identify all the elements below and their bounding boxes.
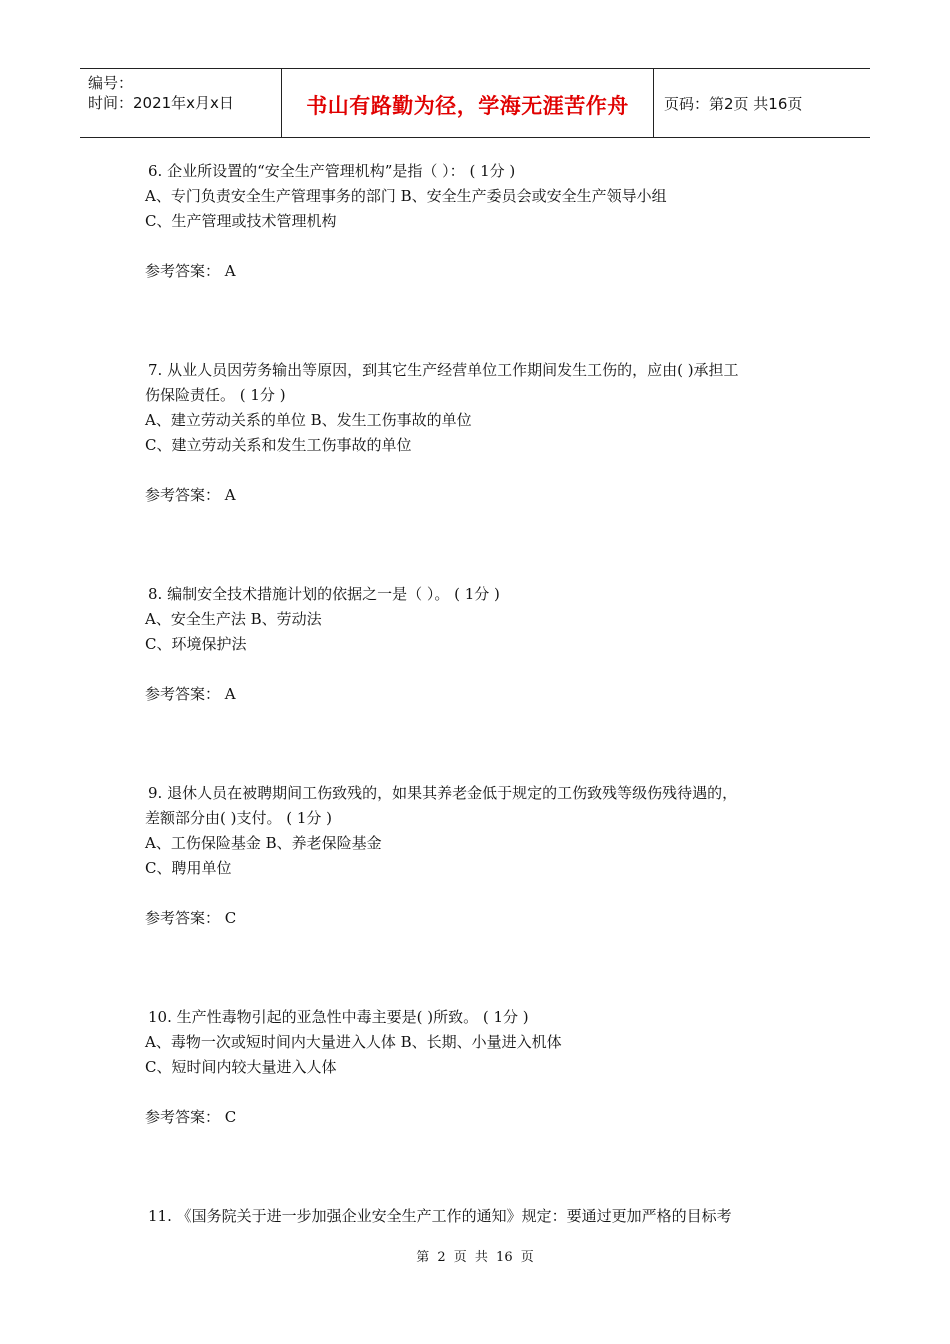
question-9-option-c: C、聘用单位 [145,859,232,877]
question-9-line-1: 9. 退休人员在被聘期间工伤致残的，如果其养老金低于规定的工伤致残等级伤残待遇的， [148,784,738,802]
question-8-answer: 参考答案： A [145,685,236,703]
footer-page-number: 第 2 页 共 16 页 [416,1250,534,1265]
question-6-answer: 参考答案： A [145,262,236,280]
question-11-line-1: 11. 《国务院关于进一步加强企业安全生产工作的通知》规定：要通过更加严格的目标考 [148,1207,732,1225]
question-8-option-c: C、环境保护法 [145,635,247,653]
question-6-option-c: C、生产管理或技术管理机构 [145,212,337,230]
question-7-option-c: C、建立劳动关系和发生工伤事故的单位 [145,436,412,454]
question-6-line-1: 6. 企业所设置的“安全生产管理机构”是指（ ）： ( 1分 ) [148,162,516,180]
question-9-line-2: 差额部分由( )支付。 ( 1分 ) [145,809,333,827]
question-10-line-1: 10. 生产性毒物引起的亚急性中毒主要是( )所致。 ( 1分 ) [148,1008,529,1026]
question-10-answer: 参考答案： C [145,1108,237,1126]
question-8-line-1: 8. 编制安全技术措施计划的依据之一是（ ）。 ( 1分 ) [148,585,500,603]
question-7-line-1: 7. 从业人员因劳务输出等原因，到其它生产经营单位工作期间发生工伤的，应由( )承担工 [148,361,739,379]
header-page-info-cell [654,69,870,137]
question-8-option-ab: A、安全生产法 B、劳动法 [145,610,322,628]
serial-label: 编号： [88,74,134,92]
page-info: 页码：第2页 共16页 [664,94,803,113]
question-7-answer: 参考答案： A [145,486,236,504]
time-label: 时间：2021年x月x日 [88,94,234,112]
question-6-option-ab: A、专门负责安全生产管理事务的部门 B、安全生产委员会或安全生产领导小组 [145,187,667,205]
header-meta [80,69,282,137]
question-9-answer: 参考答案： C [145,909,237,927]
page-header [80,68,870,138]
motto-text: 书山有路勤为径，学海无涯苦作舟 [306,94,629,118]
question-9-option-ab: A、工伤保险基金 B、养老保险基金 [145,834,382,852]
question-7-option-ab: A、建立劳动关系的单位 B、发生工伤事故的单位 [145,411,472,429]
page-footer [0,1246,950,1265]
question-7-line-2: 伤保险责任。 ( 1分 ) [145,386,286,404]
question-10-option-c: C、短时间内较大量进入人体 [145,1058,337,1076]
question-10-option-ab: A、毒物一次或短时间内大量进入人体 B、长期、小量进入机体 [145,1033,562,1051]
header-motto-cell [282,69,654,137]
